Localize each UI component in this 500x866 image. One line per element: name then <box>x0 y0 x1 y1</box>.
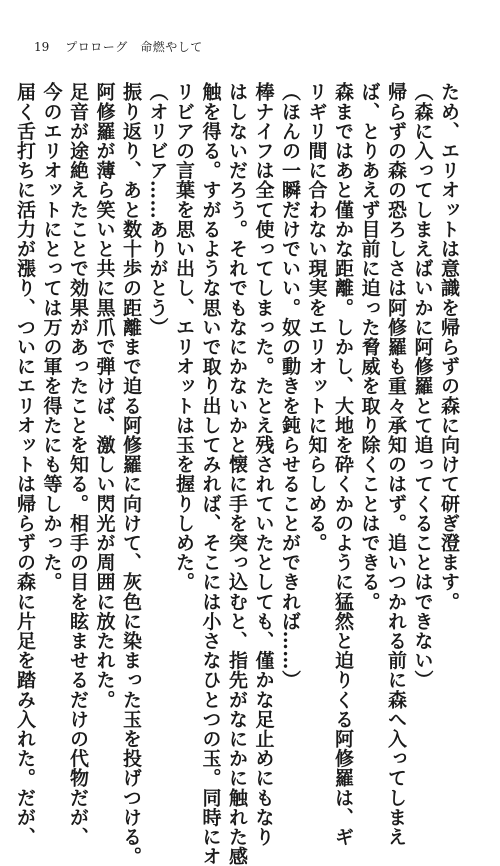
page-header <box>34 38 203 55</box>
text-line: リギリ間に合わない現実をエリオットに知らしめる。 <box>305 82 328 553</box>
text-line: 振り返り、あと数十歩の距離まで迫る阿修羅に向けて、灰色に染まった玉を投げつける。 <box>120 82 142 866</box>
text-line: 届く舌打ちに活力が漲り、ついにエリオットは帰らずの森に片足を踏み入れた。だが、 <box>14 82 36 847</box>
text-line: （オリビア……ありがとう） <box>146 82 169 337</box>
text-line: （ほんの一瞬だけでいい。奴の動きを鈍らせることができれば……） <box>279 82 301 690</box>
text-line: 阿修羅が薄ら笑いと共に黒爪で弾けば、激しい閃光が周囲に放たれた。 <box>93 82 116 710</box>
text-line: 触を得る。すがるような思いで取り出してみれば、そこには小さなひとつの玉。同時にオ <box>199 82 222 866</box>
text-line: 今のエリオットにとっては万の軍を得たにも等しかった。 <box>40 82 63 592</box>
text-line: 森まではあと僅かな距離。しかし、大地を砕くかのように猛然と迫りくる阿修羅は、ギ <box>332 82 354 847</box>
body-text <box>12 82 463 866</box>
text-line: はしないだろう。それでもなにかないかと懐に手を突っ込むと、指先がなにかに触れた感 <box>226 82 248 866</box>
text-line: ば、とりあえず目前に迫った脅威を取り除くことはできる。 <box>358 82 381 612</box>
page-number: 19 <box>34 40 50 54</box>
text-line: 足音が途絶えたことで効果があったことを知る。相手の目を眩ませるだけの代物だが、 <box>67 82 89 847</box>
text-line: 帰らずの森の恐ろしさは阿修羅も重々承知のはず。追いつかれる前に森へ入ってしまえ <box>385 82 407 847</box>
chapter-title: プロローグ 命燃やして <box>65 40 203 54</box>
text-line: 棒ナイフは全て使ってしまった。たとえ残されていたとしても、僅かな足止めにもなり <box>252 82 275 847</box>
text-line: （森に入ってしまえばいかに阿修羅とて追ってくることはできない） <box>411 82 434 690</box>
text-line: ため、エリオットは意識を帰らずの森に向けて研ぎ澄ます。 <box>438 82 460 612</box>
text-line: リビアの言葉を思い出し、エリオットは玉を握りしめた。 <box>173 82 195 592</box>
